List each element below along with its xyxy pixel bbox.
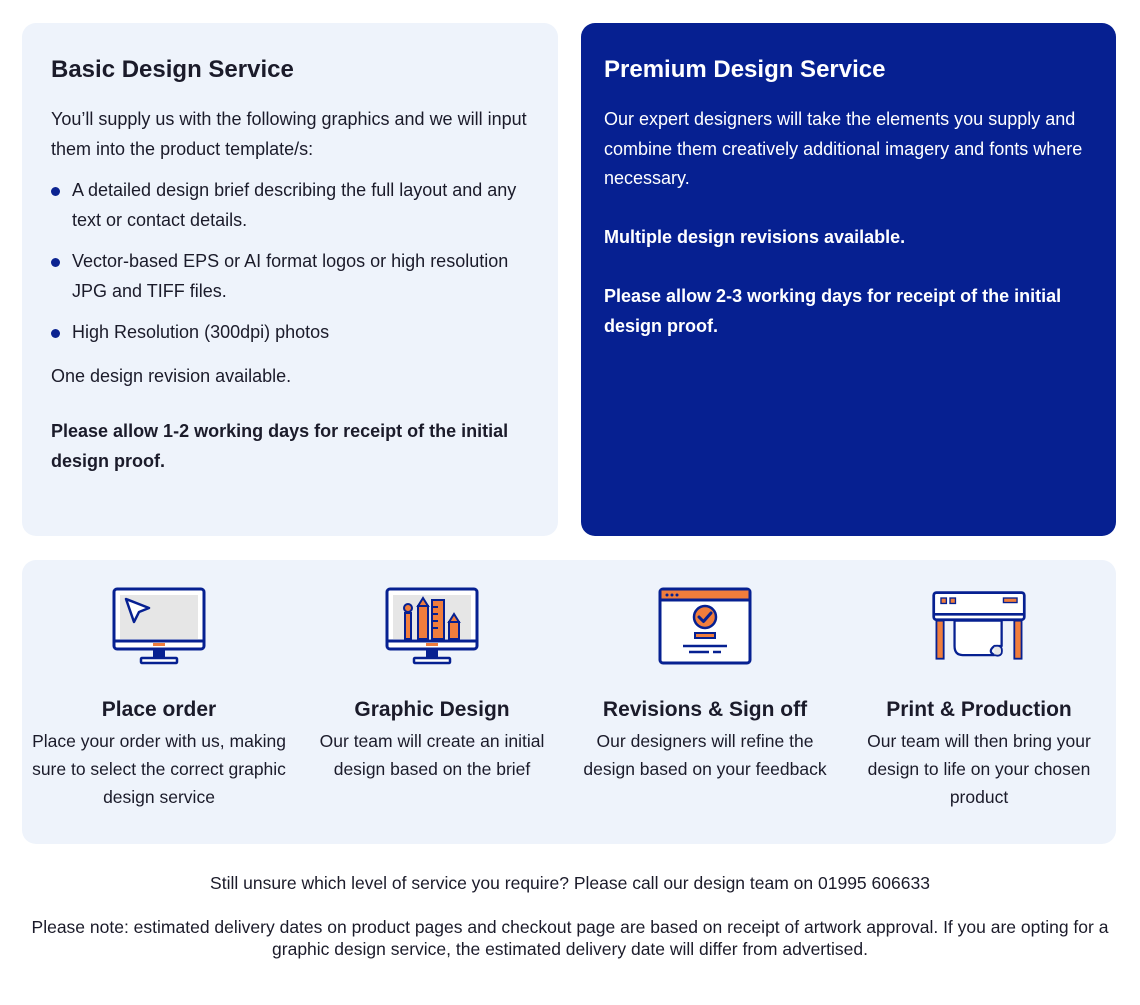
process-steps-panel bbox=[22, 560, 1116, 844]
basic-turnaround-text: Please allow 1-2 working days for receipt of the initial design proof. bbox=[51, 421, 509, 471]
basic-design-service-card bbox=[22, 23, 558, 536]
basic-requirements-list bbox=[51, 176, 529, 348]
monitor-cursor-icon bbox=[111, 586, 207, 668]
large-format-printer-icon bbox=[931, 586, 1027, 668]
step-title: Revisions & Sign off bbox=[602, 698, 808, 721]
step-description: Our team will create an initial design based on the brief bbox=[319, 731, 545, 779]
premium-service-title: Premium Design Service bbox=[604, 56, 886, 83]
step-description: Our team will then bring your design to life on your chosen product bbox=[867, 731, 1091, 807]
step-title: Print & Production bbox=[886, 698, 1072, 721]
basic-service-intro: You’ll supply us with the following graphics and we will input them into the product template/s: bbox=[51, 109, 527, 159]
contact-note: Still unsure which level of service you require? Please call our design team on 01995 606633 bbox=[210, 873, 930, 893]
step-description: Our designers will refine the design based on your feedback bbox=[583, 731, 827, 779]
basic-revisions-text: One design revision available. bbox=[51, 365, 292, 386]
step-title: Place order bbox=[101, 698, 217, 721]
premium-design-service-card bbox=[581, 23, 1116, 536]
list-item: Vector-based EPS or AI format logos or high resolution JPG and TIFF files. bbox=[51, 247, 529, 306]
step-description: Place your order with us, making sure to select the correct graphic design service bbox=[32, 731, 286, 807]
bullet-icon bbox=[51, 258, 60, 267]
basic-service-title: Basic Design Service bbox=[51, 56, 294, 83]
bullet-icon bbox=[51, 329, 60, 338]
premium-service-intro: Our expert designers will take the elements you supply and combine them creatively additional imagery and fonts where necessary. bbox=[604, 109, 1083, 188]
bullet-icon bbox=[51, 187, 60, 196]
step-title: Graphic Design bbox=[354, 698, 510, 721]
premium-revisions-text: Multiple design revisions available. bbox=[604, 227, 906, 247]
premium-turnaround-text: Please allow 2-3 working days for receipt of the initial design proof. bbox=[604, 286, 1062, 336]
list-item: High Resolution (300dpi) photos bbox=[51, 318, 529, 348]
browser-checkmark-icon bbox=[657, 586, 753, 668]
list-item: A detailed design brief describing the full layout and any text or contact details. bbox=[51, 176, 529, 235]
monitor-design-tools-icon bbox=[384, 586, 480, 668]
delivery-disclaimer: Please note: estimated delivery dates on product pages and checkout page are based on receipt of artwork approval. If you are opting for a graphic design service, the estimated delivery date will differ from advertised. bbox=[31, 917, 1109, 959]
